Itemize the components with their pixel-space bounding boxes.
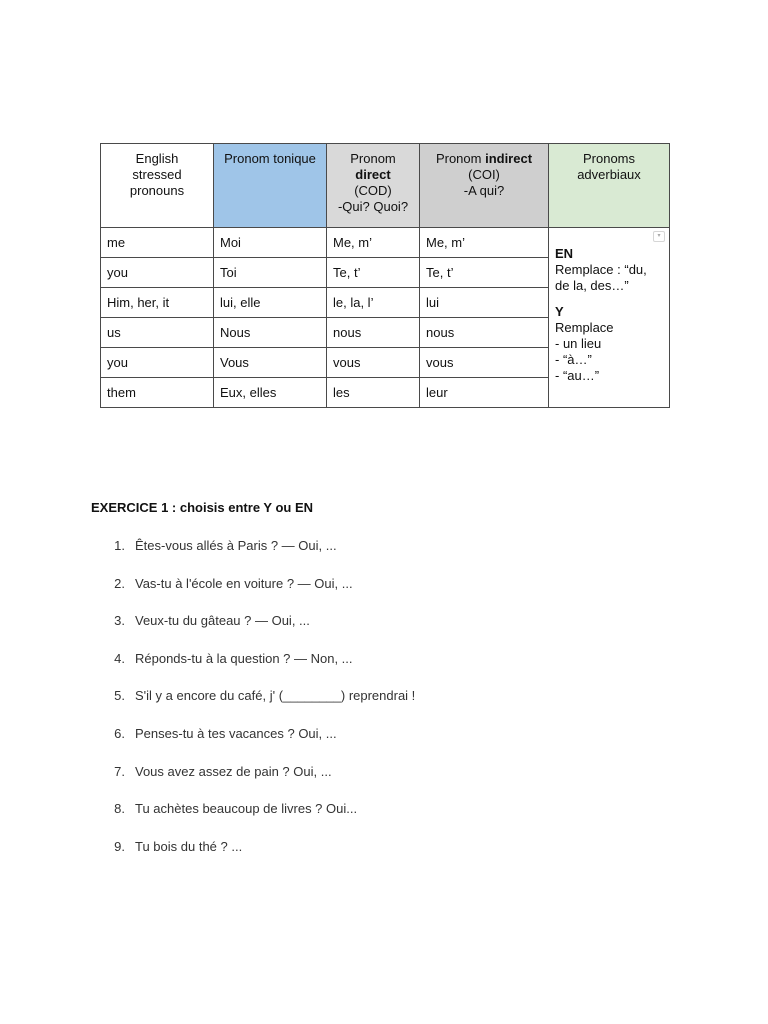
- item-number: 2.: [114, 575, 125, 591]
- cell-english: them: [101, 378, 214, 408]
- y-line: - “au…”: [555, 368, 600, 383]
- list-item: [91, 726, 691, 764]
- item-number: 5.: [114, 688, 125, 704]
- cell-indirect: lui: [420, 288, 549, 318]
- header-direct-line: Pronom: [350, 151, 396, 166]
- exercise-list: [91, 538, 691, 876]
- list-item: [91, 688, 691, 726]
- list-item: [91, 764, 691, 802]
- header-english-stressed-pronouns: [101, 144, 214, 228]
- cell-tonique: Nous: [214, 318, 327, 348]
- list-item: [91, 801, 691, 839]
- header-adverbial-line: adverbiaux: [577, 167, 641, 182]
- cell-tonique: Vous: [214, 348, 327, 378]
- item-number: 8.: [114, 801, 125, 817]
- item-text: Penses-tu à tes vacances ? Oui, ...: [135, 725, 337, 741]
- item-text: Réponds-tu à la question ? — Non, ...: [135, 650, 353, 666]
- dropdown-marker-icon: ▾: [653, 231, 665, 242]
- cell-indirect: Me, m’: [420, 228, 549, 258]
- cell-direct: les: [327, 378, 420, 408]
- list-item: [91, 613, 691, 651]
- cell-direct: Te, t’: [327, 258, 420, 288]
- cell-adverbial-explanation: [549, 228, 670, 408]
- item-text: Vas-tu à l'école en voiture ? — Oui, ...: [135, 575, 353, 591]
- header-indirect-line: (COI): [468, 167, 500, 182]
- header-pronom-tonique: [214, 144, 327, 228]
- header-direct-bold: direct: [355, 167, 391, 182]
- cell-tonique: Moi: [214, 228, 327, 258]
- cell-tonique: Eux, elles: [214, 378, 327, 408]
- header-tonique-label: Pronom tonique: [224, 151, 316, 166]
- header-direct-line: -Qui? Quoi?: [337, 199, 409, 214]
- cell-direct: nous: [327, 318, 420, 348]
- cell-indirect: nous: [420, 318, 549, 348]
- cell-indirect: vous: [420, 348, 549, 378]
- cell-tonique: lui, elle: [214, 288, 327, 318]
- item-text: Vous avez assez de pain ? Oui, ...: [135, 763, 332, 779]
- list-item: [91, 576, 691, 614]
- item-text: Êtes-vous allés à Paris ? — Oui, ...: [135, 538, 337, 553]
- list-item: [91, 839, 691, 877]
- header-indirect-bold: indirect: [485, 151, 533, 166]
- table-header-row: [101, 144, 670, 228]
- item-number: 6.: [114, 725, 125, 741]
- exercise-title: EXERCICE 1 : choisis entre Y ou EN: [91, 500, 314, 515]
- y-title: Y: [555, 304, 564, 319]
- header-pronom-direct: [327, 144, 420, 228]
- header-indirect-line: -A qui?: [463, 183, 505, 198]
- pronoun-table: [100, 143, 670, 408]
- item-text: S'il y a encore du café, j' (________) reprendrai !: [135, 688, 416, 704]
- spacer: [555, 294, 663, 304]
- cell-direct: Me, m’: [327, 228, 420, 258]
- cell-english: you: [101, 348, 214, 378]
- header-indirect-prefix: Pronom: [435, 151, 486, 166]
- cell-tonique: Toi: [214, 258, 327, 288]
- cell-indirect: Te, t’: [420, 258, 549, 288]
- en-line: de la, des…”: [555, 278, 629, 293]
- header-english-line: pronouns: [129, 183, 185, 198]
- cell-indirect: leur: [420, 378, 549, 408]
- header-adverbial-line: Pronoms: [582, 151, 636, 166]
- cell-english: you: [101, 258, 214, 288]
- table-row: [101, 228, 670, 258]
- list-item: [91, 651, 691, 689]
- item-text: Tu bois du thé ? ...: [135, 838, 243, 854]
- item-number: 1.: [114, 538, 125, 553]
- header-english-line: stressed: [132, 167, 182, 182]
- item-number: 3.: [114, 613, 125, 629]
- exercise-section: [91, 500, 691, 876]
- header-pronoms-adverbiaux: [549, 144, 670, 228]
- item-text: Veux-tu du gâteau ? — Oui, ...: [135, 613, 310, 629]
- header-pronom-indirect: [420, 144, 549, 228]
- cell-english: me: [101, 228, 214, 258]
- en-title: EN: [555, 246, 574, 261]
- item-number: 9.: [114, 838, 125, 854]
- pronoun-table-container: [100, 143, 670, 408]
- list-item: [91, 538, 691, 576]
- cell-english: Him, her, it: [101, 288, 214, 318]
- y-line: Remplace: [555, 320, 614, 335]
- cell-direct: vous: [327, 348, 420, 378]
- item-text: Tu achètes beaucoup de livres ? Oui...: [135, 801, 358, 817]
- header-english-line: English: [135, 151, 179, 166]
- cell-direct: le, la, l’: [327, 288, 420, 318]
- cell-english: us: [101, 318, 214, 348]
- y-line: - un lieu: [555, 336, 602, 351]
- en-line: Remplace : “du,: [555, 262, 647, 277]
- item-number: 7.: [114, 763, 125, 779]
- item-number: 4.: [114, 650, 125, 666]
- header-direct-line: (COD): [354, 183, 392, 198]
- y-line: - “à…”: [555, 352, 592, 367]
